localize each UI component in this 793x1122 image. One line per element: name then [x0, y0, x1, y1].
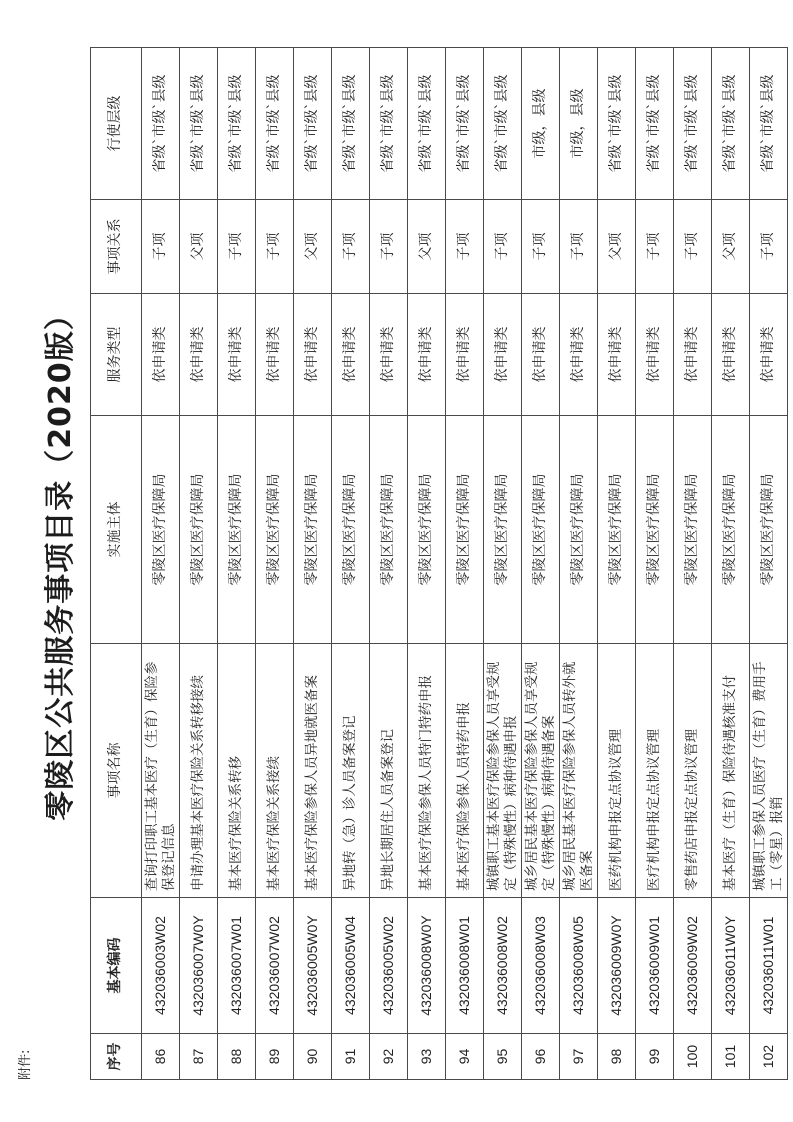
cell-name: 基本医疗保险参保人员异地就医备案: [294, 644, 332, 898]
cell-seq: 87: [180, 1034, 218, 1080]
cell-name: 城镇职工基本医疗保险参保人员享受规定（特殊慢性）病种待遇申报: [484, 644, 522, 898]
cell-code: 432036007W01: [218, 898, 256, 1034]
cell-code: 432036008W03: [522, 898, 560, 1034]
cell-level: 省级`市级`县级: [294, 48, 332, 200]
table-row: [636, 48, 674, 1080]
cell-subject: 零陵区医疗保障局: [218, 416, 256, 644]
cell-relation: 子项: [750, 200, 788, 294]
cell-subject: 零陵区医疗保障局: [294, 416, 332, 644]
cell-subject: 零陵区医疗保障局: [332, 416, 370, 644]
table-row: [332, 48, 370, 1080]
cell-code: 432036003W02: [142, 898, 180, 1034]
cell-relation: 父项: [180, 200, 218, 294]
cell-code: 432036011W0Y: [712, 898, 750, 1034]
table-row: [370, 48, 408, 1080]
cell-code: 432036007W02: [256, 898, 294, 1034]
cell-seq: 88: [218, 1034, 256, 1080]
cell-code: 432036008W0Y: [408, 898, 446, 1034]
cell-seq: 91: [332, 1034, 370, 1080]
cell-type: 依申请类: [294, 294, 332, 416]
cell-relation: 子项: [522, 200, 560, 294]
cell-seq: 90: [294, 1034, 332, 1080]
cell-type: 依申请类: [484, 294, 522, 416]
table-body: [142, 48, 788, 1080]
cell-name: 城乡居民基本医疗保险参保人员转外就医备案: [560, 644, 598, 898]
cell-level: 省级`市级`县级: [712, 48, 750, 200]
cell-name: 基本医疗保险关系转移: [218, 644, 256, 898]
service-table: [90, 47, 788, 1080]
table-row: [750, 48, 788, 1080]
cell-subject: 零陵区医疗保障局: [484, 416, 522, 644]
cell-seq: 96: [522, 1034, 560, 1080]
cell-type: 依申请类: [560, 294, 598, 416]
cell-name: 异地长期居住人员备案登记: [370, 644, 408, 898]
cell-seq: 92: [370, 1034, 408, 1080]
cell-type: 依申请类: [180, 294, 218, 416]
cell-code: 432036011W01: [750, 898, 788, 1034]
table-row: [218, 48, 256, 1080]
table-row: [294, 48, 332, 1080]
cell-code: 432036008W05: [560, 898, 598, 1034]
table-row: [484, 48, 522, 1080]
cell-name: 医药机构申报定点协议管理: [598, 644, 636, 898]
table-row: [674, 48, 712, 1080]
cell-level: 省级`市级`县级: [750, 48, 788, 200]
header-relation: 事项关系: [91, 200, 142, 294]
cell-code: 432036009W02: [674, 898, 712, 1034]
cell-relation: 子项: [446, 200, 484, 294]
table-row: [522, 48, 560, 1080]
cell-level: 省级`市级`县级: [180, 48, 218, 200]
cell-relation: 子项: [674, 200, 712, 294]
cell-level: 市级，县级: [560, 48, 598, 200]
cell-type: 依申请类: [370, 294, 408, 416]
cell-seq: 97: [560, 1034, 598, 1080]
cell-level: 省级`市级`县级: [484, 48, 522, 200]
cell-type: 依申请类: [522, 294, 560, 416]
cell-name: 城乡居民基本医疗保险参保人员享受规定（特殊慢性）病种待遇备案: [522, 644, 560, 898]
cell-level: 省级`市级`县级: [636, 48, 674, 200]
table-row: [408, 48, 446, 1080]
cell-subject: 零陵区医疗保障局: [408, 416, 446, 644]
cell-name: 查询打印职工基本医疗（生育）保险参保登记信息: [142, 644, 180, 898]
cell-subject: 零陵区医疗保障局: [180, 416, 218, 644]
table-row: [598, 48, 636, 1080]
cell-level: 省级`市级`县级: [446, 48, 484, 200]
cell-relation: 父项: [712, 200, 750, 294]
cell-type: 依申请类: [142, 294, 180, 416]
cell-name: 零售药店申报定点协议管理: [674, 644, 712, 898]
cell-subject: 零陵区医疗保障局: [522, 416, 560, 644]
cell-subject: 零陵区医疗保障局: [750, 416, 788, 644]
cell-relation: 子项: [370, 200, 408, 294]
cell-level: 省级`市级`县级: [256, 48, 294, 200]
header-seq: 序号: [91, 1034, 142, 1080]
header-subject: 实施主体: [91, 416, 142, 644]
cell-level: 省级`市级`县级: [142, 48, 180, 200]
cell-name: 基本医疗保险关系接续: [256, 644, 294, 898]
cell-level: 省级`市级`县级: [408, 48, 446, 200]
cell-relation: 子项: [560, 200, 598, 294]
cell-subject: 零陵区医疗保障局: [674, 416, 712, 644]
table-row: [446, 48, 484, 1080]
cell-name: 医疗机构申报定点协议管理: [636, 644, 674, 898]
cell-code: 432036009W01: [636, 898, 674, 1034]
header-level: 行使层级: [91, 48, 142, 200]
cell-type: 依申请类: [446, 294, 484, 416]
header-code: 基本编码: [91, 898, 142, 1034]
cell-type: 依申请类: [218, 294, 256, 416]
annex-label-text: 附件:: [18, 1049, 33, 1080]
cell-name: 基本医疗（生育）保险待遇核准支付: [712, 644, 750, 898]
cell-level: 市级，县级: [522, 48, 560, 200]
cell-name: 基本医疗保险参保人员特药申报: [446, 644, 484, 898]
cell-name: 申请办理基本医疗保险关系转移接续: [180, 644, 218, 898]
annex-label: [14, 1030, 34, 1090]
cell-seq: 100: [674, 1034, 712, 1080]
cell-seq: 93: [408, 1034, 446, 1080]
cell-relation: 父项: [598, 200, 636, 294]
cell-subject: 零陵区医疗保障局: [370, 416, 408, 644]
cell-type: 依申请类: [750, 294, 788, 416]
cell-relation: 父项: [408, 200, 446, 294]
cell-relation: 子项: [256, 200, 294, 294]
cell-subject: 零陵区医疗保障局: [636, 416, 674, 644]
cell-relation: 子项: [218, 200, 256, 294]
cell-name: 异地转（急）诊人员备案登记: [332, 644, 370, 898]
cell-code: 432036008W01: [446, 898, 484, 1034]
cell-seq: 98: [598, 1034, 636, 1080]
cell-code: 432036009W0Y: [598, 898, 636, 1034]
cell-relation: 子项: [142, 200, 180, 294]
cell-type: 依申请类: [332, 294, 370, 416]
cell-relation: 子项: [636, 200, 674, 294]
table-row: [256, 48, 294, 1080]
cell-subject: 零陵区医疗保障局: [712, 416, 750, 644]
cell-relation: 子项: [484, 200, 522, 294]
table-wrap: [90, 48, 785, 1080]
cell-seq: 94: [446, 1034, 484, 1080]
cell-seq: 101: [712, 1034, 750, 1080]
cell-type: 依申请类: [636, 294, 674, 416]
cell-subject: 零陵区医疗保障局: [598, 416, 636, 644]
cell-type: 依申请类: [598, 294, 636, 416]
cell-seq: 95: [484, 1034, 522, 1080]
table-row: [712, 48, 750, 1080]
table-header-row: [91, 48, 142, 1080]
cell-code: 432036005W04: [332, 898, 370, 1034]
cell-type: 依申请类: [674, 294, 712, 416]
cell-subject: 零陵区医疗保障局: [560, 416, 598, 644]
cell-relation: 父项: [294, 200, 332, 294]
cell-subject: 零陵区医疗保障局: [142, 416, 180, 644]
cell-level: 省级`市级`县级: [332, 48, 370, 200]
table-row: [560, 48, 598, 1080]
cell-seq: 89: [256, 1034, 294, 1080]
cell-type: 依申请类: [712, 294, 750, 416]
cell-name: 城镇职工参保人员医疗（生育）费用手工（零星）报销: [750, 644, 788, 898]
cell-name: 基本医疗保险参保人员特门特药申报: [408, 644, 446, 898]
table-row: [142, 48, 180, 1080]
header-name: 事项名称: [91, 644, 142, 898]
cell-seq: 102: [750, 1034, 788, 1080]
cell-subject: 零陵区医疗保障局: [256, 416, 294, 644]
cell-seq: 86: [142, 1034, 180, 1080]
cell-type: 依申请类: [408, 294, 446, 416]
cell-level: 省级`市级`县级: [218, 48, 256, 200]
table-rotated: [90, 48, 785, 1080]
cell-code: 432036008W02: [484, 898, 522, 1034]
cell-level: 省级`市级`县级: [674, 48, 712, 200]
cell-code: 432036007W0Y: [180, 898, 218, 1034]
cell-level: 省级`市级`县级: [370, 48, 408, 200]
title-box: [36, 40, 78, 1080]
cell-relation: 子项: [332, 200, 370, 294]
table-row: [180, 48, 218, 1080]
cell-code: 432036005W0Y: [294, 898, 332, 1034]
cell-code: 432036005W02: [370, 898, 408, 1034]
header-type: 服务类型: [91, 294, 142, 416]
cell-seq: 99: [636, 1034, 674, 1080]
cell-type: 依申请类: [256, 294, 294, 416]
cell-level: 省级`市级`县级: [598, 48, 636, 200]
page-title: 零陵区公共服务事项目录（2020版）: [43, 299, 78, 821]
cell-subject: 零陵区医疗保障局: [446, 416, 484, 644]
